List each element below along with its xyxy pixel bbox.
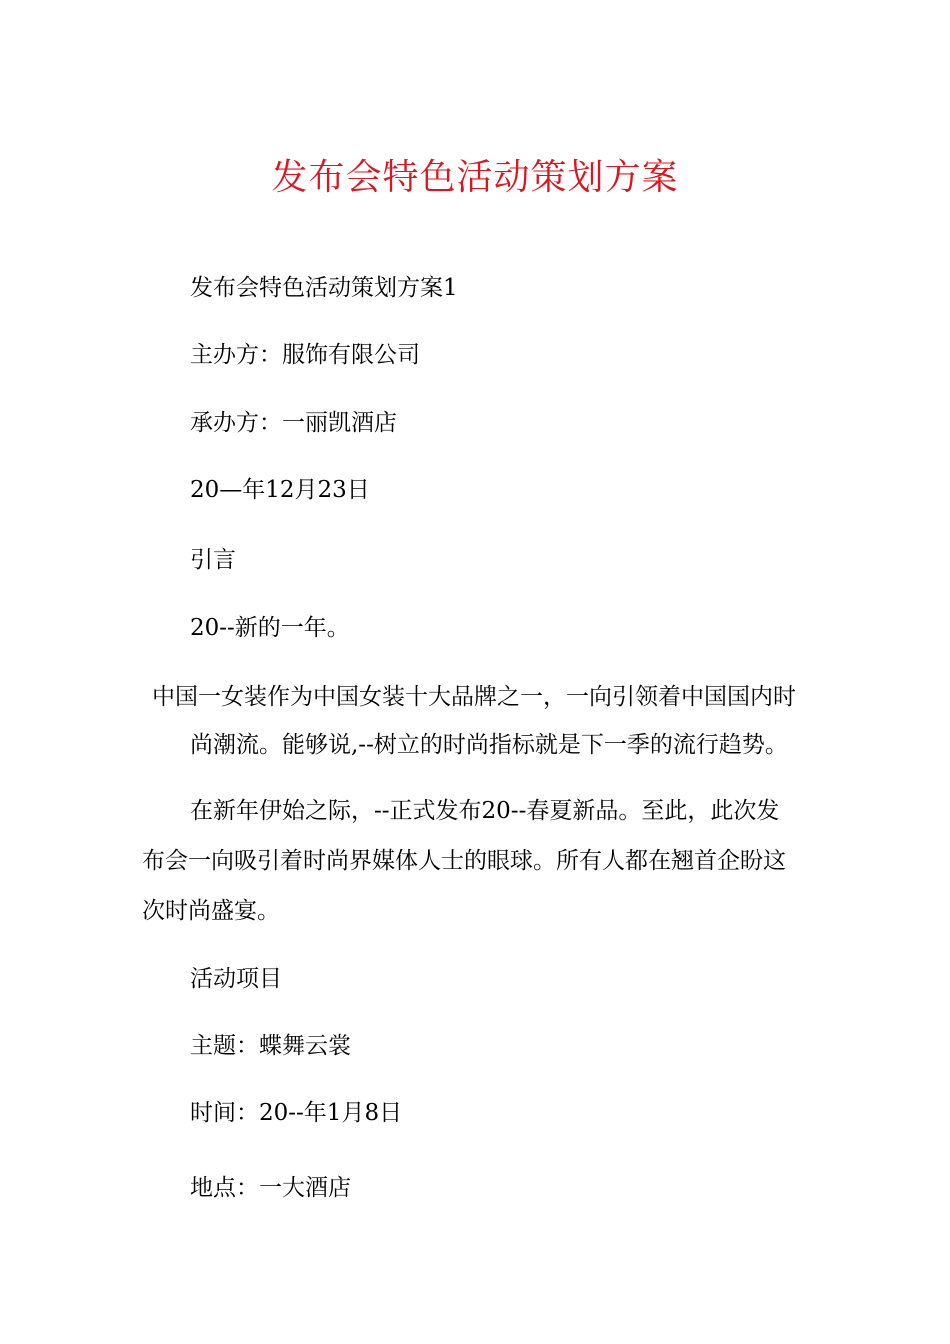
host-line: 承办方：一丽凯酒店 xyxy=(190,410,397,436)
activity-heading: 活动项目 xyxy=(190,966,282,992)
document-title: 发布会特色活动策划方案 xyxy=(271,157,679,198)
paragraph-line: 20--新的一年。 xyxy=(190,615,350,641)
intro-heading: 引言 xyxy=(190,547,236,573)
section-heading: 发布会特色活动策划方案1 xyxy=(190,275,458,301)
paragraph-line: 尚潮流。能够说,--树立的时尚指标就是下一季的流行趋势。 xyxy=(190,732,788,758)
organizer-line: 主办方：服饰有限公司 xyxy=(190,342,420,368)
theme-line: 主题：蝶舞云裳 xyxy=(190,1033,351,1059)
date-line: 20—年12月23日 xyxy=(190,477,370,503)
time-line: 时间：20--年1月8日 xyxy=(190,1100,403,1126)
paragraph-line: 次时尚盛宴。 xyxy=(142,898,280,924)
paragraph-line: 在新年伊始之际，--正式发布20--春夏新品。至此，此次发 xyxy=(190,798,780,824)
paragraph-line: 布会一向吸引着时尚界媒体人士的眼球。所有人都在翘首企盼这 xyxy=(142,848,786,874)
paragraph-line: 中国一女装作为中国女装十大品牌之一，一向引领着中国国内时 xyxy=(152,684,796,710)
location-line: 地点：一大酒店 xyxy=(190,1175,351,1201)
